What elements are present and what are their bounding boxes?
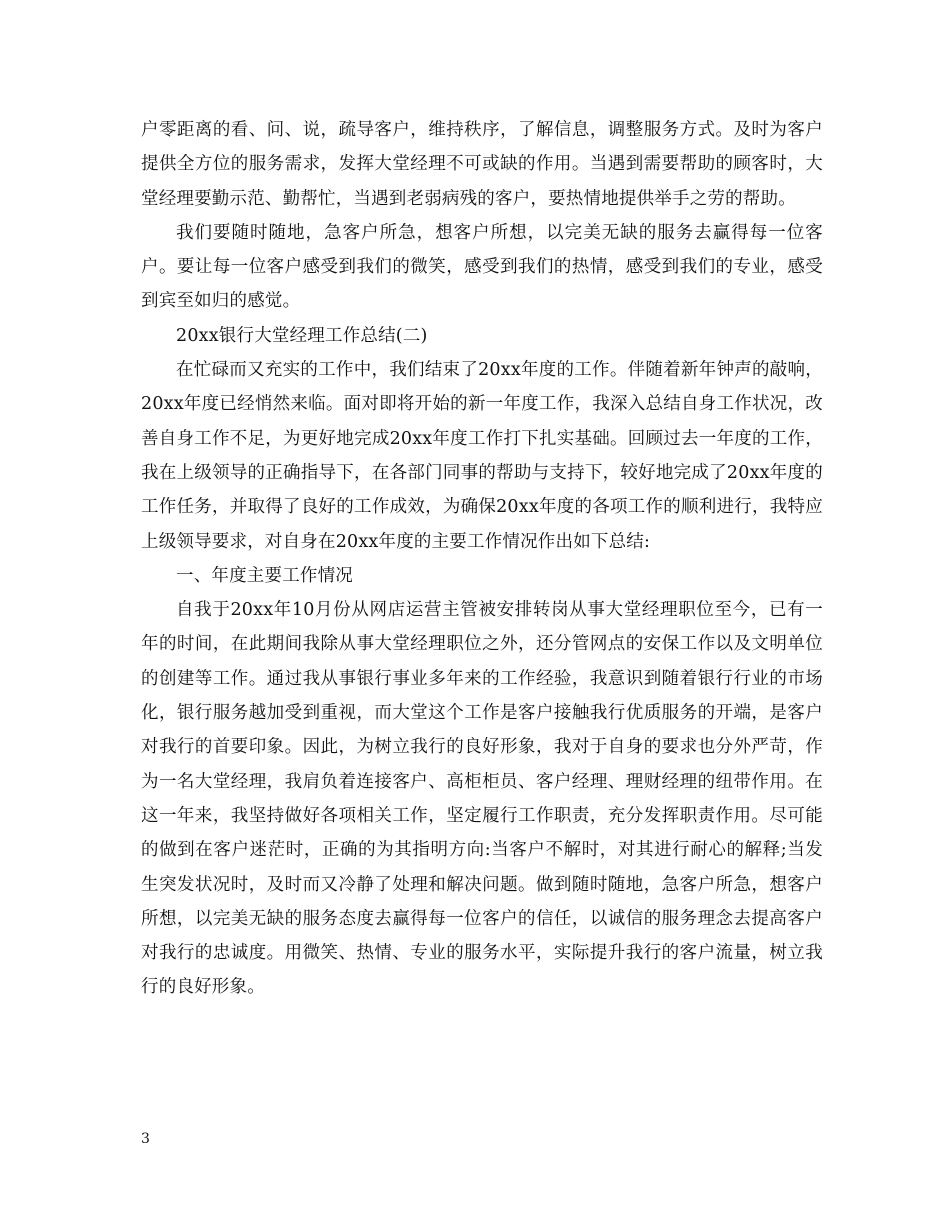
paragraph-service-commitment: 我们要随时随地，急客户所急，想客户所想，以完美无缺的服务去赢得每一位客户。要让每一位客户感受到我们的微笑，感受到我们的热情，感受到我们的专业，感受到宾至如归的感觉。 bbox=[141, 222, 823, 312]
paragraph-main-work: 自我于20xx年10月份从网店运营主管被安排转岗从事大堂经理职位至今，已有一年的时间，在此期间我除从事大堂经理职位之外，还分管网点的安保工作以及文明单位的创建等工作。通过我从事银行事业多年来的工作经验，我意识到随着银行行业的市场化，银行服务越加受到重视，而大堂这个工作是客户接触我行优质服务的开端，是客户对我行的首要印象。因此，为树立我行的良好形象，我对于自身的要求也分外严苛，作为一名大堂经理，我肩负着连接客户、高柜柜员、客户经理、理财经理的纽带作用。在这一年来，我坚持做好各项相关工作，坚定履行工作职责，充分发挥职责作用。尽可能的做到在客户迷茫时，正确的为其指明方向:当客户不解时，对其进行耐心的解释;当发生突发状况时，及时而又冷静了处理和解决问题。做到随时随地，急客户所急，想客户所想，以完美无缺的服务态度去赢得每一位客户的信任，以诚信的服务理念去提高客户对我行的忠诚度。用微笑、热情、专业的服务水平，实际提升我行的客户流量，树立我行的良好形象。 bbox=[141, 600, 823, 998]
paragraph-continuation: 户零距离的看、问、说，疏导客户，维持秩序，了解信息，调整服务方式。及时为客户提供全方位的服务需求，发挥大堂经理不可或缺的作用。当遇到需要帮助的顾客时，大堂经理要勤示范、勤帮忙，当遇到老弱病残的客户，要热情地提供举手之劳的帮助。 bbox=[141, 120, 823, 209]
section-title: 20xx银行大堂经理工作总结(二) bbox=[176, 325, 428, 346]
page-number: 3 bbox=[141, 1131, 150, 1147]
document-body bbox=[141, 113, 823, 1005]
paragraph-introduction: 在忙碌而又充实的工作中，我们结束了20xx年度的工作。伴随着新年钟声的敲响，20xx年度已经悄然来临。面对即将开始的新一年度工作，我深入总结自身工作状况，改善自身工作不足，为更好地完成20xx年度工作打下扎实基础。回顾过去一年度的工作，我在上级领导的正确指导下，在各部门同事的帮助与支持下，较好地完成了20xx年度的工作任务，并取得了良好的工作成效，为确保20xx年度的各项工作的顺利进行，我特应上级领导要求，对自身在20xx年度的主要工作情况作出如下总结: bbox=[141, 360, 823, 552]
subsection-heading: 一、年度主要工作情况 bbox=[176, 565, 353, 586]
